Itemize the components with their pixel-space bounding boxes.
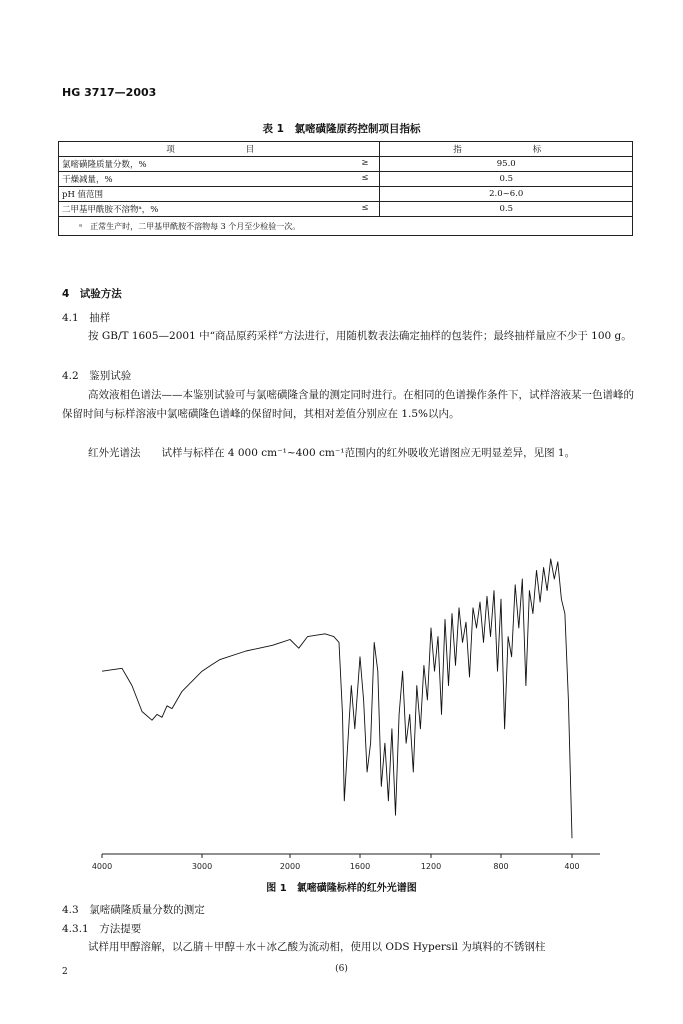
table-title: 表 1 氯嘧磺隆原药控制项目指标: [262, 123, 421, 135]
table-header-row: [59, 142, 633, 157]
figure-1-caption: 图 1 氯嘧磺隆标样的红外光谱图: [266, 883, 417, 894]
table-cell-item: [59, 172, 380, 187]
item-text: 干燥减量，%: [62, 175, 113, 185]
item-text: pH 值范围: [62, 190, 104, 200]
x-tick-label: 1600: [349, 862, 371, 871]
table-cell-value: 0.5: [380, 202, 633, 217]
x-tick-label: 2000: [279, 862, 301, 871]
page-number: 2: [62, 967, 68, 977]
x-tick-label: 4000: [91, 862, 113, 871]
table-cell-value: 0.5: [380, 172, 633, 187]
section-4-1-heading: 4.1 抽样: [62, 312, 111, 324]
table-row: [59, 187, 633, 202]
section-4-3-1-heading: 4.3.1 方法提要: [62, 923, 142, 935]
spectrum-line: [102, 559, 572, 838]
standard-code-header: HG 3717—2003: [62, 86, 157, 99]
table-footnote: ᵃ 正常生产时，二甲基甲酰胺不溶物每 3 个月至少检验一次。: [59, 217, 633, 236]
chart-marks: [92, 559, 600, 871]
section-4-3-1-text: 试样用甲醇溶解，以乙腈＋甲醇＋水＋冰乙酸为流动相，使用以 ODS Hypersil 为填料的不锈钢柱: [88, 941, 546, 953]
table-cell-value: 2.0~6.0: [380, 187, 633, 202]
x-tick-label: 3000: [191, 862, 213, 871]
sheet-number: (6): [335, 964, 348, 974]
comparison-symbol: ≥: [361, 158, 369, 168]
ir-spectrum-chart: [80, 548, 610, 874]
table-cell-item: [59, 202, 380, 217]
x-tick-label: 1200: [420, 862, 442, 871]
column-header-value: 指 标: [380, 142, 633, 157]
x-tick-label: 400: [564, 862, 580, 871]
table-note-row: [59, 217, 633, 236]
table-row: [59, 157, 633, 172]
comparison-symbol: ≤: [361, 203, 369, 213]
section-4-heading: 4 试验方法: [62, 288, 122, 300]
section-4-2-paragraph-2: 红外光谱法 试样与标样在 4 000 cm⁻¹~400 cm⁻¹范围内的红外吸收光谱图应无明显差异，见图 1。: [88, 447, 576, 459]
table-row: [59, 172, 633, 187]
item-text: 二甲基甲酰胺不溶物ᵃ，%: [62, 205, 159, 215]
table-cell-item: [59, 187, 380, 202]
section-4-2-heading: 4.2 鉴别试验: [62, 370, 132, 382]
section-4-3-heading: 4.3 氯嘧磺隆质量分数的测定: [62, 904, 205, 916]
table-cell-value: 95.0: [380, 157, 633, 172]
column-header-item: 项 目: [59, 142, 380, 157]
spec-table: [58, 141, 633, 236]
item-text: 氯嘧磺隆质量分数，%: [62, 160, 147, 170]
section-4-2-paragraph-1: 高效液相色谱法——本鉴别试验可与氯嘧磺隆含量的测定同时进行。在相同的色谱操作条件下，试样溶液某一色谱峰的保留时间与标样溶液中氯嘧磺隆色谱峰的保留时间，其相对差值分别应在 1.5%以内。: [62, 389, 634, 420]
table-row: [59, 202, 633, 217]
comparison-symbol: ≤: [361, 173, 369, 183]
x-tick-label: 800: [493, 862, 509, 871]
section-4-1-text: 按 GB/T 1605—2001 中“商品原药采样”方法进行，用随机数表法确定抽样的包装件；最终抽样量应不少于 100 g。: [88, 330, 632, 342]
table-cell-item: [59, 157, 380, 172]
